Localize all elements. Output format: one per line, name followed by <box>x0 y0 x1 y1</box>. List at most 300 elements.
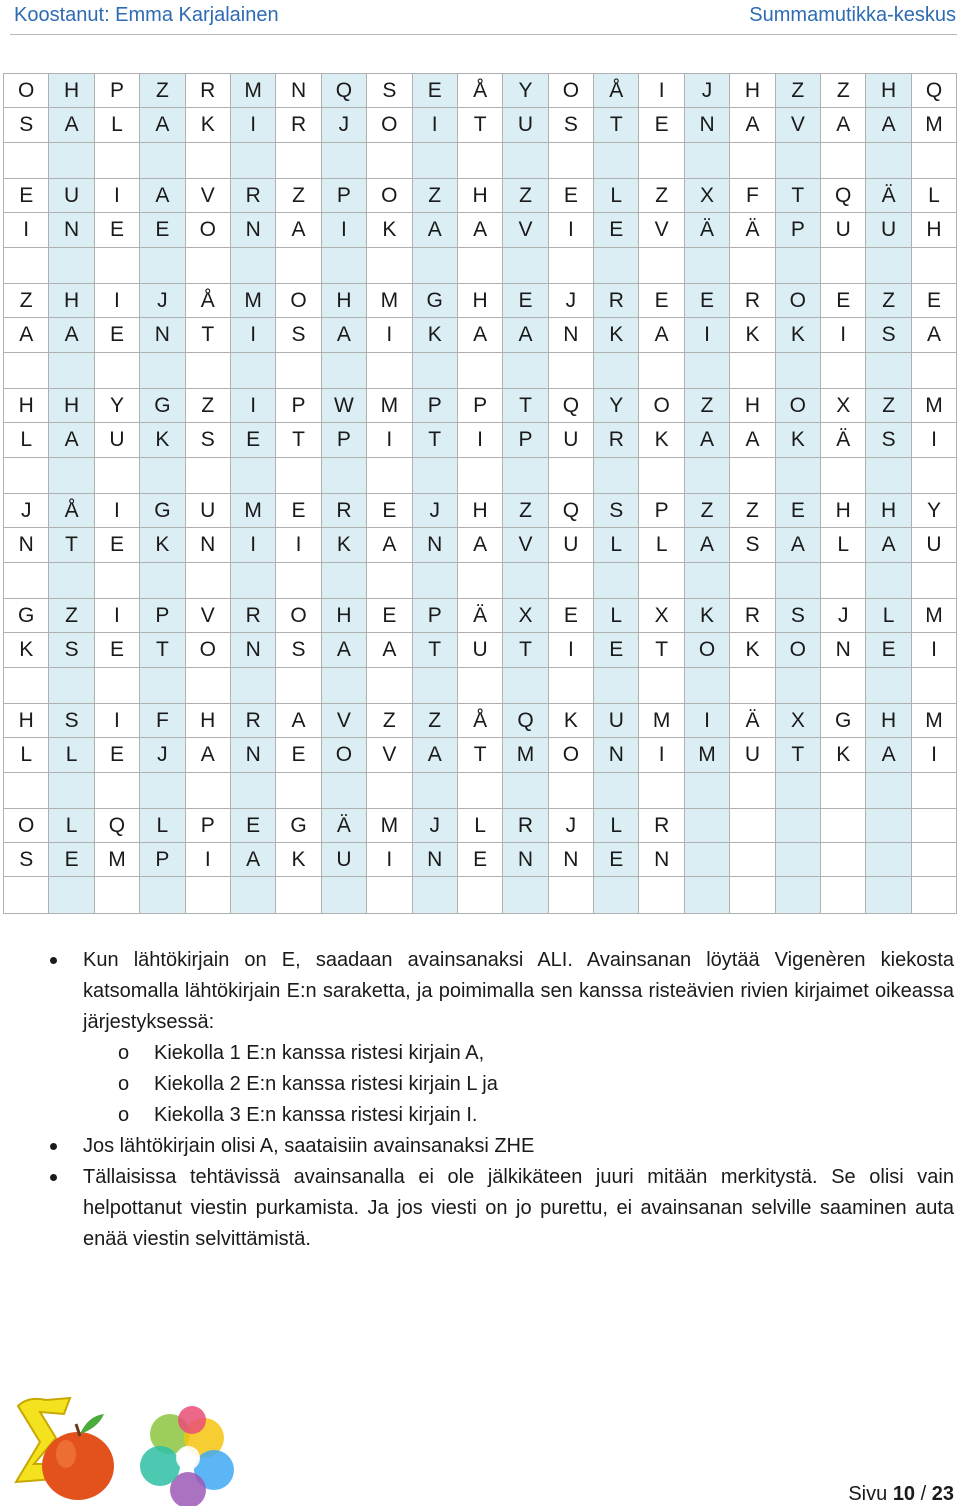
grid-cell: A <box>775 528 820 562</box>
grid-cell: E <box>94 213 139 247</box>
grid-cell <box>367 772 412 808</box>
grid-cell <box>911 352 956 388</box>
grid-cell <box>775 667 820 703</box>
grid-cell: Å <box>49 493 94 527</box>
grid-cell <box>503 667 548 703</box>
grid-cell: I <box>367 843 412 877</box>
grid-cell: M <box>911 703 956 737</box>
grid-row <box>4 388 957 422</box>
grid-cell: K <box>140 528 185 562</box>
grid-cell <box>230 562 275 598</box>
grid-cell: S <box>185 423 230 457</box>
grid-cell <box>412 142 457 178</box>
grid-cell: A <box>684 528 729 562</box>
grid-cell: U <box>457 633 502 667</box>
grid-cell: E <box>230 808 275 842</box>
grid-cell <box>866 667 911 703</box>
grid-cell: H <box>457 283 502 317</box>
grid-cell <box>594 877 639 913</box>
grid-cell: H <box>730 74 775 108</box>
grid-cell: Ä <box>821 423 866 457</box>
grid-cell <box>457 457 502 493</box>
grid-cell <box>367 562 412 598</box>
grid-cell: J <box>140 738 185 772</box>
grid-cell <box>730 352 775 388</box>
grid-cell <box>321 457 366 493</box>
grid-cell: S <box>775 598 820 632</box>
grid-cell: I <box>911 423 956 457</box>
grid-cell: Z <box>412 703 457 737</box>
grid-cell: I <box>230 318 275 352</box>
grid-row <box>4 108 957 142</box>
grid-cell: Z <box>4 283 49 317</box>
grid-cell: A <box>276 703 321 737</box>
grid-cell: R <box>230 178 275 212</box>
grid-cell: P <box>94 74 139 108</box>
grid-cell: E <box>639 283 684 317</box>
grid-cell: N <box>230 213 275 247</box>
grid-cell: A <box>367 528 412 562</box>
grid-cell: A <box>821 108 866 142</box>
grid-cell: H <box>49 283 94 317</box>
grid-cell: Z <box>503 178 548 212</box>
grid-cell <box>503 457 548 493</box>
grid-cell: J <box>4 493 49 527</box>
grid-cell <box>185 562 230 598</box>
grid-cell: Z <box>412 178 457 212</box>
grid-cell: A <box>230 843 275 877</box>
grid-cell: A <box>140 178 185 212</box>
grid-cell <box>775 772 820 808</box>
grid-cell: U <box>503 108 548 142</box>
grid-cell <box>230 352 275 388</box>
grid-spacer-row <box>4 772 957 808</box>
grid-cell <box>230 457 275 493</box>
grid-cell <box>911 877 956 913</box>
grid-cell: R <box>730 598 775 632</box>
bullet-text: Tällaisissa tehtävissä avainsanalla ei ole jälkikäteen juuri mitään merkitystä. Se olisi vain helpottanut viestin purkamista. Ja jos viesti on jo purettu, ei avainsanan selville saaminen auta enää viestin selvittämistä. <box>83 1166 954 1250</box>
grid-cell: M <box>367 388 412 422</box>
grid-cell <box>4 247 49 283</box>
grid-cell: U <box>49 178 94 212</box>
grid-cell: H <box>866 74 911 108</box>
grid-cell: R <box>730 283 775 317</box>
grid-cell: T <box>185 318 230 352</box>
grid-cell: E <box>821 283 866 317</box>
grid-row <box>4 318 957 352</box>
grid-cell: N <box>594 738 639 772</box>
grid-cell: E <box>594 843 639 877</box>
grid-cell <box>230 877 275 913</box>
flower-logo-icon <box>140 1406 234 1506</box>
grid-cell <box>367 667 412 703</box>
grid-cell: S <box>730 528 775 562</box>
grid-row <box>4 528 957 562</box>
grid-cell: H <box>49 388 94 422</box>
grid-cell: I <box>230 108 275 142</box>
grid-cell: P <box>457 388 502 422</box>
grid-cell: J <box>548 283 593 317</box>
grid-cell: I <box>684 703 729 737</box>
circle-bullet-icon: o <box>118 1042 130 1064</box>
grid-cell <box>821 142 866 178</box>
grid-cell: G <box>821 703 866 737</box>
grid-cell <box>594 562 639 598</box>
grid-cell <box>548 352 593 388</box>
page-number: Sivu 10 / 23 <box>848 1483 954 1505</box>
grid-spacer-row <box>4 247 957 283</box>
grid-cell: L <box>594 598 639 632</box>
header-divider <box>10 34 957 35</box>
grid-cell <box>866 352 911 388</box>
grid-row <box>4 213 957 247</box>
grid-cell: M <box>230 283 275 317</box>
grid-cell: H <box>321 283 366 317</box>
grid-cell <box>276 877 321 913</box>
grid-cell <box>866 843 911 877</box>
grid-cell <box>94 877 139 913</box>
grid-cell: T <box>412 633 457 667</box>
grid-cell: H <box>730 388 775 422</box>
grid-cell <box>367 877 412 913</box>
grid-cell: Q <box>548 493 593 527</box>
grid-cell: Å <box>185 283 230 317</box>
grid-cell: N <box>548 318 593 352</box>
grid-cell: E <box>594 633 639 667</box>
grid-cell <box>412 562 457 598</box>
grid-cell <box>321 877 366 913</box>
grid-cell <box>140 562 185 598</box>
grid-cell: O <box>185 633 230 667</box>
grid-cell: P <box>140 598 185 632</box>
bullet-icon <box>50 957 57 964</box>
grid-cell: Z <box>775 74 820 108</box>
grid-cell <box>684 772 729 808</box>
grid-cell <box>730 562 775 598</box>
grid-cell: N <box>548 843 593 877</box>
grid-cell: G <box>140 493 185 527</box>
grid-cell: Z <box>866 283 911 317</box>
grid-cell <box>639 457 684 493</box>
grid-cell: O <box>775 388 820 422</box>
grid-cell: M <box>911 388 956 422</box>
grid-cell <box>185 457 230 493</box>
sub-bullet-item <box>0 1100 960 1131</box>
grid-cell <box>821 772 866 808</box>
grid-cell: J <box>412 808 457 842</box>
grid-cell <box>321 772 366 808</box>
grid-cell <box>548 247 593 283</box>
grid-cell: P <box>503 423 548 457</box>
grid-cell: V <box>185 598 230 632</box>
grid-cell <box>367 352 412 388</box>
grid-cell <box>185 247 230 283</box>
grid-cell <box>49 667 94 703</box>
grid-cell: K <box>775 423 820 457</box>
grid-cell: A <box>866 528 911 562</box>
grid-cell: R <box>185 74 230 108</box>
grid-row <box>4 843 957 877</box>
grid-cell: R <box>594 423 639 457</box>
grid-cell <box>49 457 94 493</box>
grid-cell <box>730 142 775 178</box>
grid-cell <box>503 142 548 178</box>
explanation-notes <box>0 945 960 1255</box>
grid-cell: N <box>412 843 457 877</box>
grid-cell: N <box>230 738 275 772</box>
grid-cell: L <box>639 528 684 562</box>
grid-cell <box>911 772 956 808</box>
grid-cell <box>821 877 866 913</box>
grid-cell <box>730 457 775 493</box>
grid-cell: S <box>49 703 94 737</box>
grid-cell: I <box>821 318 866 352</box>
grid-cell <box>775 457 820 493</box>
grid-cell: S <box>866 318 911 352</box>
grid-cell: U <box>821 213 866 247</box>
grid-cell <box>367 247 412 283</box>
grid-cell: Z <box>503 493 548 527</box>
grid-cell: E <box>276 493 321 527</box>
grid-cell: Ä <box>730 703 775 737</box>
grid-cell: L <box>140 808 185 842</box>
grid-cell <box>594 352 639 388</box>
grid-cell: M <box>230 493 275 527</box>
grid-cell: V <box>503 528 548 562</box>
grid-cell: W <box>321 388 366 422</box>
grid-cell: Z <box>140 74 185 108</box>
grid-cell: I <box>94 493 139 527</box>
grid-cell: H <box>4 388 49 422</box>
grid-cell: Q <box>911 74 956 108</box>
grid-cell: K <box>730 633 775 667</box>
grid-cell: L <box>866 598 911 632</box>
grid-cell: R <box>594 283 639 317</box>
grid-cell: A <box>412 738 457 772</box>
grid-cell: Z <box>684 388 729 422</box>
grid-spacer-row <box>4 142 957 178</box>
grid-cell <box>94 247 139 283</box>
grid-cell: P <box>321 178 366 212</box>
grid-cell <box>412 352 457 388</box>
grid-cell: P <box>775 213 820 247</box>
grid-cell <box>185 667 230 703</box>
grid-spacer-row <box>4 457 957 493</box>
grid-cell: E <box>503 283 548 317</box>
grid-cell <box>548 877 593 913</box>
grid-cell: A <box>185 738 230 772</box>
grid-cell <box>457 772 502 808</box>
grid-cell: I <box>185 843 230 877</box>
grid-cell: A <box>639 318 684 352</box>
grid-cell: Ä <box>730 213 775 247</box>
grid-cell <box>94 667 139 703</box>
grid-cell: T <box>775 178 820 212</box>
grid-cell: U <box>911 528 956 562</box>
grid-row <box>4 598 957 632</box>
grid-cell: P <box>140 843 185 877</box>
grid-cell: E <box>775 493 820 527</box>
grid-cell: U <box>321 843 366 877</box>
grid-cell <box>866 457 911 493</box>
grid-cell <box>412 877 457 913</box>
grid-cell: H <box>866 493 911 527</box>
grid-cell: N <box>230 633 275 667</box>
grid-cell <box>730 772 775 808</box>
grid-row <box>4 633 957 667</box>
grid-cell: S <box>4 108 49 142</box>
grid-cell <box>49 772 94 808</box>
grid-cell <box>276 667 321 703</box>
grid-cell: O <box>185 213 230 247</box>
grid-cell: Å <box>594 74 639 108</box>
grid-cell <box>276 247 321 283</box>
grid-cell: E <box>230 423 275 457</box>
grid-cell: N <box>503 843 548 877</box>
grid-cell <box>866 562 911 598</box>
grid-cell: H <box>49 74 94 108</box>
grid-row <box>4 703 957 737</box>
grid-cell: Q <box>821 178 866 212</box>
grid-cell: R <box>639 808 684 842</box>
grid-cell <box>457 352 502 388</box>
grid-cell: H <box>866 703 911 737</box>
grid-cell: T <box>503 633 548 667</box>
grid-cell: S <box>367 74 412 108</box>
grid-cell <box>911 457 956 493</box>
grid-cell: Q <box>503 703 548 737</box>
grid-cell <box>775 808 820 842</box>
grid-cell <box>684 247 729 283</box>
grid-cell: R <box>321 493 366 527</box>
grid-cell: O <box>276 283 321 317</box>
grid-cell <box>140 877 185 913</box>
grid-cell: N <box>684 108 729 142</box>
grid-cell <box>457 667 502 703</box>
grid-cell: I <box>639 738 684 772</box>
grid-cell: R <box>230 598 275 632</box>
grid-cell: I <box>548 213 593 247</box>
grid-cell: Y <box>911 493 956 527</box>
grid-cell: L <box>4 423 49 457</box>
grid-cell <box>548 562 593 598</box>
grid-cell: G <box>140 388 185 422</box>
grid-cell <box>821 352 866 388</box>
grid-cell: I <box>639 74 684 108</box>
grid-cell <box>140 667 185 703</box>
grid-cell: E <box>548 598 593 632</box>
grid-cell <box>911 808 956 842</box>
grid-cell <box>503 772 548 808</box>
grid-cell: V <box>367 738 412 772</box>
grid-cell <box>457 142 502 178</box>
grid-cell: O <box>548 738 593 772</box>
grid-cell: F <box>140 703 185 737</box>
bullet-item <box>0 1131 960 1162</box>
grid-cell: J <box>821 598 866 632</box>
grid-cell <box>276 772 321 808</box>
grid-cell: Z <box>730 493 775 527</box>
grid-cell: A <box>412 213 457 247</box>
grid-cell <box>94 562 139 598</box>
grid-cell: J <box>548 808 593 842</box>
grid-cell: E <box>911 283 956 317</box>
grid-cell: N <box>4 528 49 562</box>
grid-cell: I <box>4 213 49 247</box>
grid-cell <box>866 247 911 283</box>
grid-cell: T <box>49 528 94 562</box>
grid-cell <box>639 352 684 388</box>
grid-cell: E <box>866 633 911 667</box>
grid-cell: Z <box>49 598 94 632</box>
grid-cell: T <box>412 423 457 457</box>
grid-cell <box>730 808 775 842</box>
bullet-item <box>0 1162 960 1255</box>
grid-cell <box>594 772 639 808</box>
grid-cell <box>548 457 593 493</box>
grid-cell: J <box>321 108 366 142</box>
grid-cell: V <box>503 213 548 247</box>
grid-cell: K <box>821 738 866 772</box>
sub-bullet-text: Kiekolla 1 E:n kanssa ristesi kirjain A, <box>154 1042 485 1064</box>
grid-cell: T <box>140 633 185 667</box>
grid-cell: I <box>911 738 956 772</box>
grid-spacer-row <box>4 562 957 598</box>
grid-cell: E <box>367 493 412 527</box>
grid-cell: I <box>367 318 412 352</box>
grid-cell: M <box>639 703 684 737</box>
grid-cell: E <box>684 283 729 317</box>
grid-cell: Y <box>594 388 639 422</box>
grid-cell: J <box>684 74 729 108</box>
grid-cell <box>321 247 366 283</box>
sub-bullet-text: Kiekolla 3 E:n kanssa ristesi kirjain I. <box>154 1104 478 1126</box>
grid-cell <box>4 562 49 598</box>
page-header <box>10 4 956 34</box>
grid-cell: I <box>94 178 139 212</box>
grid-cell: K <box>367 213 412 247</box>
grid-cell <box>503 877 548 913</box>
grid-cell <box>639 247 684 283</box>
grid-cell: E <box>94 528 139 562</box>
grid-cell <box>775 142 820 178</box>
grid-cell: Å <box>457 74 502 108</box>
grid-cell: E <box>594 213 639 247</box>
sub-bullet-item <box>0 1069 960 1100</box>
grid-cell: U <box>594 703 639 737</box>
grid-cell: E <box>4 178 49 212</box>
grid-cell: U <box>185 493 230 527</box>
grid-cell: Z <box>276 178 321 212</box>
grid-cell <box>367 457 412 493</box>
grid-cell: S <box>866 423 911 457</box>
grid-cell: N <box>412 528 457 562</box>
grid-cell: V <box>775 108 820 142</box>
grid-cell: O <box>367 108 412 142</box>
grid-cell <box>49 562 94 598</box>
grid-cell: H <box>4 703 49 737</box>
grid-cell <box>821 808 866 842</box>
grid-cell: X <box>639 598 684 632</box>
grid-cell <box>94 457 139 493</box>
grid-cell: O <box>639 388 684 422</box>
grid-cell: A <box>457 213 502 247</box>
grid-cell <box>49 877 94 913</box>
grid-cell <box>140 247 185 283</box>
grid-cell: V <box>321 703 366 737</box>
grid-cell: G <box>4 598 49 632</box>
grid-cell: L <box>594 808 639 842</box>
